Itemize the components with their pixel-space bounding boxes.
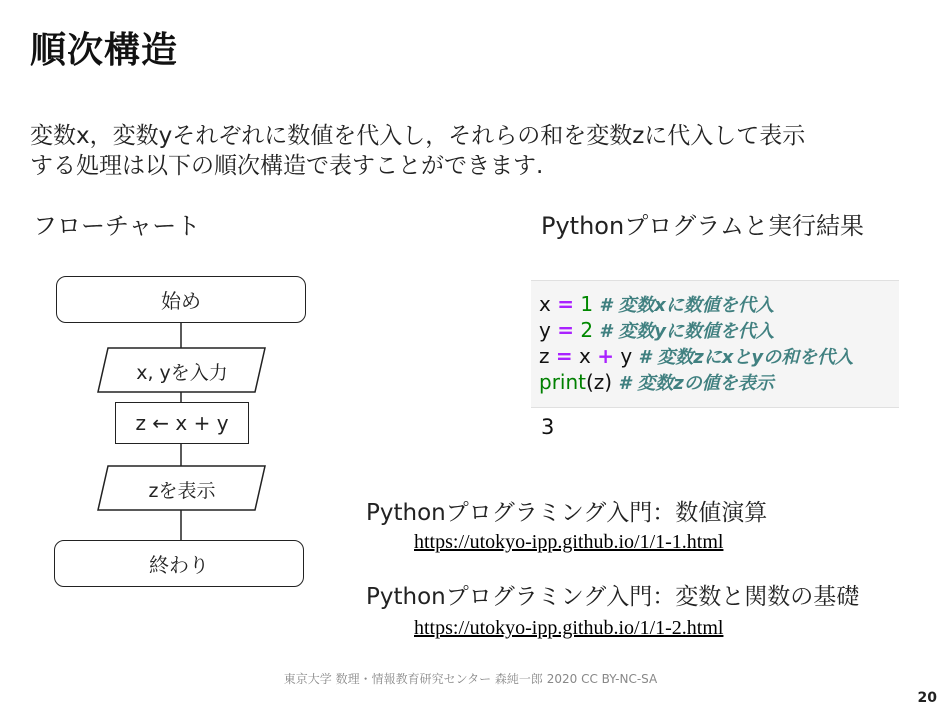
- reference-link[interactable]: https://utokyo-ipp.github.io/1/1-2.html: [414, 617, 724, 639]
- flowchart-input-label: x, yを入力: [136, 362, 228, 384]
- reference-title: Pythonプログラミング入門：数値演算: [366, 500, 768, 526]
- code-cell: [531, 280, 899, 408]
- flowchart-assign: z ← x + y: [115, 402, 249, 444]
- code-args: (z): [586, 370, 613, 394]
- code-line: [539, 291, 774, 317]
- code-var: y: [539, 318, 551, 342]
- code-line: [539, 343, 853, 369]
- code-comment: # 変数yに数値を代入: [599, 321, 774, 342]
- code-var: z: [539, 344, 550, 368]
- reference-link[interactable]: https://utokyo-ipp.github.io/1/1-1.html: [414, 531, 724, 553]
- flowchart-label: フローチャート: [33, 212, 201, 240]
- code-operator: =: [555, 344, 573, 368]
- page-number: 20: [917, 690, 937, 706]
- intro-text-line-1: 変数x，変数yそれぞれに数値を代入し，それらの和を変数zに代入して表示: [30, 123, 806, 149]
- reference-title: Pythonプログラミング入門：変数と関数の基礎: [366, 584, 860, 610]
- code-var: x: [539, 292, 551, 316]
- code-var: y: [620, 344, 633, 368]
- flowchart-display-label: zを表示: [148, 480, 216, 502]
- code-comment: # 変数xに数値を代入: [599, 295, 774, 316]
- code-comment: # 変数zにxとyの和を代入: [638, 347, 854, 368]
- code-operator: =: [557, 292, 574, 316]
- page-title: 順次構造: [30, 30, 179, 71]
- code-number: 1: [580, 292, 594, 316]
- flowchart-end: 終わり: [54, 540, 304, 587]
- code-comment: # 変数zの値を表示: [618, 373, 774, 394]
- code-operator: =: [557, 318, 574, 342]
- intro-text-line-2: する処理は以下の順次構造で表すことができます.: [30, 153, 544, 179]
- code-number: 2: [580, 318, 594, 342]
- code-line: [539, 369, 774, 395]
- program-label: Pythonプログラムと実行結果: [541, 212, 864, 240]
- code-line: [539, 317, 774, 343]
- code-operator: +: [597, 344, 614, 368]
- code-var: x: [578, 344, 591, 368]
- code-builtin: print: [539, 370, 586, 394]
- code-output: 3: [541, 415, 555, 439]
- flowchart-start: 始め: [56, 276, 306, 323]
- footer-credit: 東京大学 数理・情報教育研究センター 森純一郎 2020 CC BY-NC-SA: [283, 672, 658, 686]
